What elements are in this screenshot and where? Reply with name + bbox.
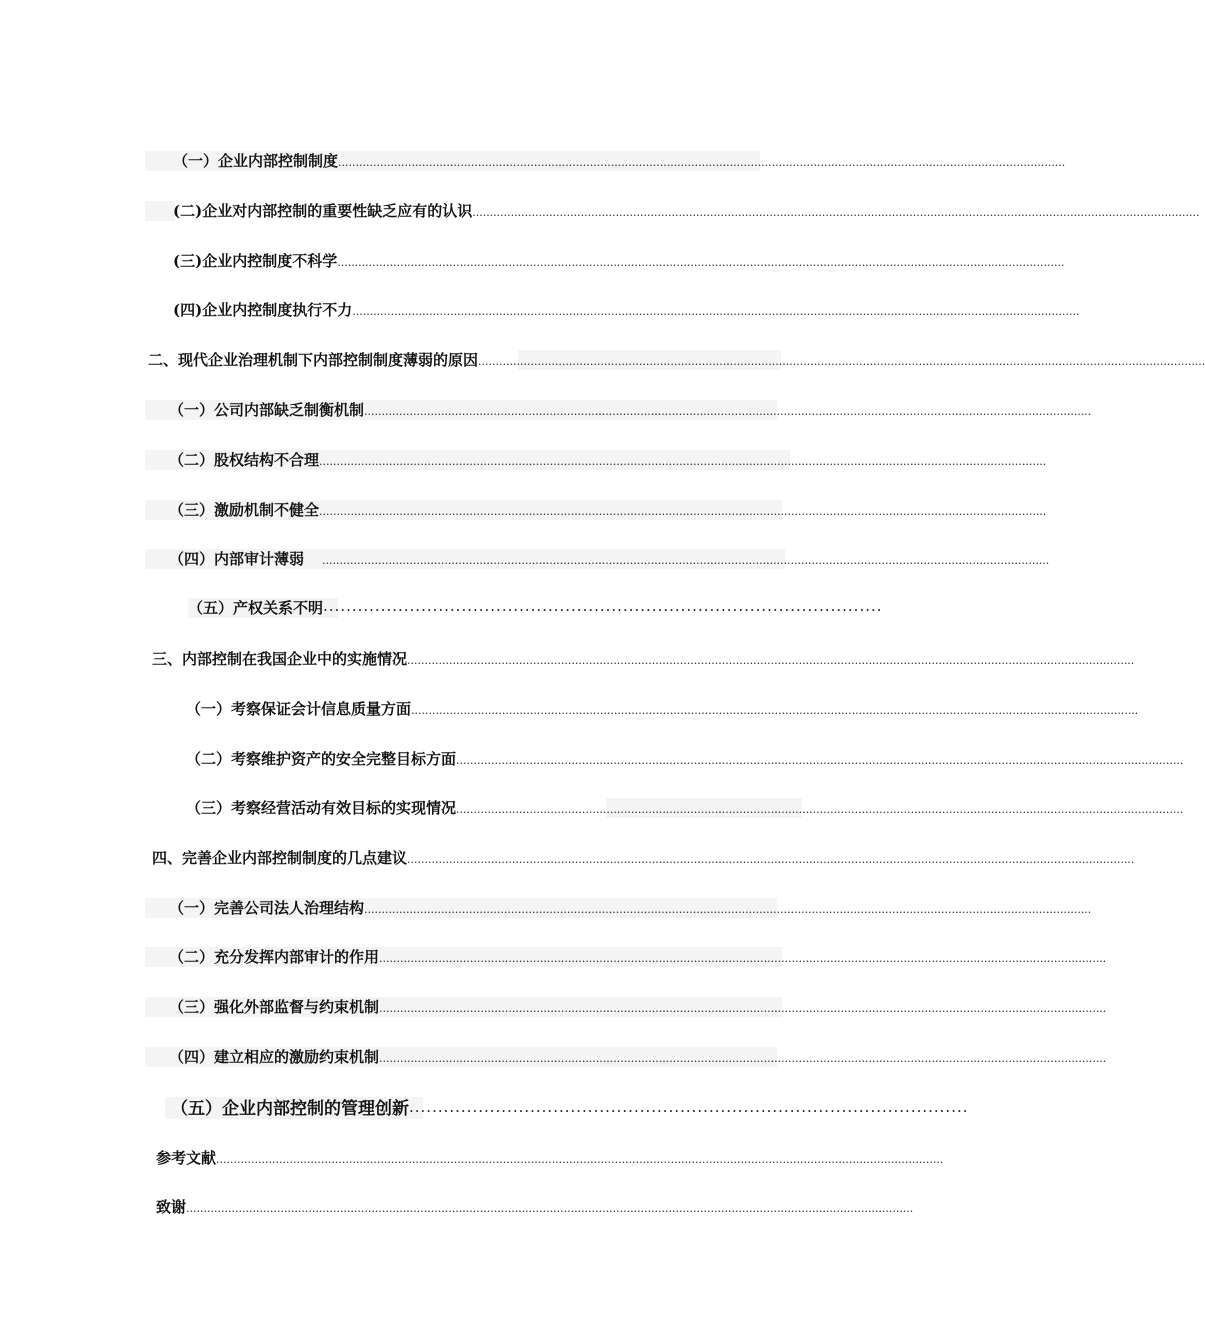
toc-leader-dots: ................................................................................................................................................................................................................: [186, 1202, 914, 1215]
toc-entry-label: 四、完善企业内部控制制度的几点建议: [152, 849, 408, 867]
toc-entry-label: (三)企业内控制度不科学: [173, 252, 338, 270]
toc-leader-dots: ................................................................................................................................................................................................................: [456, 803, 1184, 816]
toc-entry-label: （三）激励机制不健全: [169, 501, 320, 519]
toc-entry[interactable]: [145, 151, 1066, 171]
toc-entry[interactable]: [145, 400, 1092, 420]
toc-entry-label: （二）股权结构不合理: [169, 451, 320, 469]
toc-entry-label: （三）考察经营活动有效目标的实现情况: [186, 799, 457, 817]
toc-entry[interactable]: [145, 947, 1107, 967]
toc-leader-dots: ................................................................................................................................................................................................................: [379, 1002, 1107, 1015]
toc-entry[interactable]: [188, 598, 883, 619]
toc-entry-label: 三、内部控制在我国企业中的实施情况: [152, 650, 408, 668]
toc-entry-label: （五）产权关系不明: [188, 599, 324, 617]
toc-leader-dots: ................................................................................................................................................................................................................: [456, 754, 1184, 767]
toc-entry[interactable]: [186, 699, 1139, 719]
toc-entry-label: （一）公司内部缺乏制衡机制: [169, 401, 365, 419]
toc-leader-dots: ................................................................................................................................................................................................................: [322, 554, 1050, 567]
toc-entry[interactable]: [145, 898, 1092, 918]
toc-leader-dots: ................................................................................................................................................................................................................: [379, 952, 1107, 965]
toc-entry[interactable]: [156, 1197, 914, 1217]
toc-leader-dots: ·································································································: [409, 1102, 969, 1120]
toc-leader-dots: ................................................................................................................................................................................................................: [407, 853, 1135, 866]
toc-entry[interactable]: [145, 500, 1047, 520]
toc-entry-label: （五）企业内部控制的管理创新: [171, 1099, 409, 1119]
toc-leader-dots: ................................................................................................................................................................................................................: [319, 505, 1047, 518]
toc-leader-dots: ................................................................................................................................................................................................................: [364, 405, 1092, 418]
toc-entry-label: （三）强化外部监督与约束机制: [169, 998, 380, 1016]
toc-entry[interactable]: [145, 997, 1107, 1017]
toc-entry[interactable]: [165, 1097, 969, 1120]
toc-entry[interactable]: [145, 201, 1200, 221]
toc-entry-label: （四）内部审计薄弱: [169, 550, 305, 568]
toc-leader-dots: ................................................................................................................................................................................................................: [216, 1153, 944, 1166]
toc-entry-label: （一）企业内部控制制度: [173, 152, 339, 170]
toc-entry-label: （一）完善公司法人治理结构: [169, 899, 365, 917]
toc-leader-dots: ................................................................................................................................................................................................................: [352, 305, 1080, 318]
toc-entry[interactable]: [186, 798, 1184, 818]
toc-entry[interactable]: [152, 848, 1135, 868]
toc-leader-dots: ·································································································: [323, 601, 883, 619]
toc-leader-dots: ................................................................................................................................................................................................................: [407, 654, 1135, 667]
toc-entry-label: (四)企业内控制度执行不力: [173, 301, 353, 319]
toc-leader-dots: ................................................................................................................................................................................................................: [337, 256, 1065, 269]
toc-entry[interactable]: [148, 350, 1205, 370]
toc-entry[interactable]: [152, 649, 1135, 669]
toc-entry[interactable]: [145, 1047, 1107, 1067]
toc-entry-label: 二、现代企业治理机制下内部控制制度薄弱的原因: [148, 351, 479, 369]
toc-entry-label: 致谢: [156, 1198, 187, 1216]
toc-entry-label: 参考文献: [156, 1149, 217, 1167]
toc-entry[interactable]: [173, 300, 1080, 320]
toc-entry[interactable]: [145, 450, 1047, 470]
toc-leader-dots: ................................................................................................................................................................................................................: [472, 206, 1200, 219]
toc-leader-dots: ................................................................................................................................................................................................................: [364, 903, 1092, 916]
toc-entry-label: （二）考察维护资产的安全完整目标方面: [186, 750, 457, 768]
toc-leader-dots: ................................................................................................................................................................................................................: [338, 156, 1066, 169]
toc-entry[interactable]: [156, 1148, 944, 1168]
toc-leader-dots: ................................................................................................................................................................................................................: [379, 1052, 1107, 1065]
toc-entry[interactable]: [186, 749, 1184, 769]
toc-leader-dots: ................................................................................................................................................................................................................: [319, 455, 1047, 468]
toc-leader-dots: ................................................................................................................................................................................................................: [411, 704, 1139, 717]
toc-entry[interactable]: [173, 251, 1065, 271]
toc-leader-dots: ................................................................................................................................................................................................................: [478, 355, 1205, 368]
toc-entry-label: （二）充分发挥内部审计的作用: [169, 948, 380, 966]
toc-entry-label: （四）建立相应的激励约束机制: [169, 1048, 380, 1066]
toc-entry[interactable]: [145, 549, 1050, 569]
toc-entry-label: （一）考察保证会计信息质量方面: [186, 700, 412, 718]
toc-entry-label: (二)企业对内部控制的重要性缺乏应有的认识: [173, 202, 473, 220]
